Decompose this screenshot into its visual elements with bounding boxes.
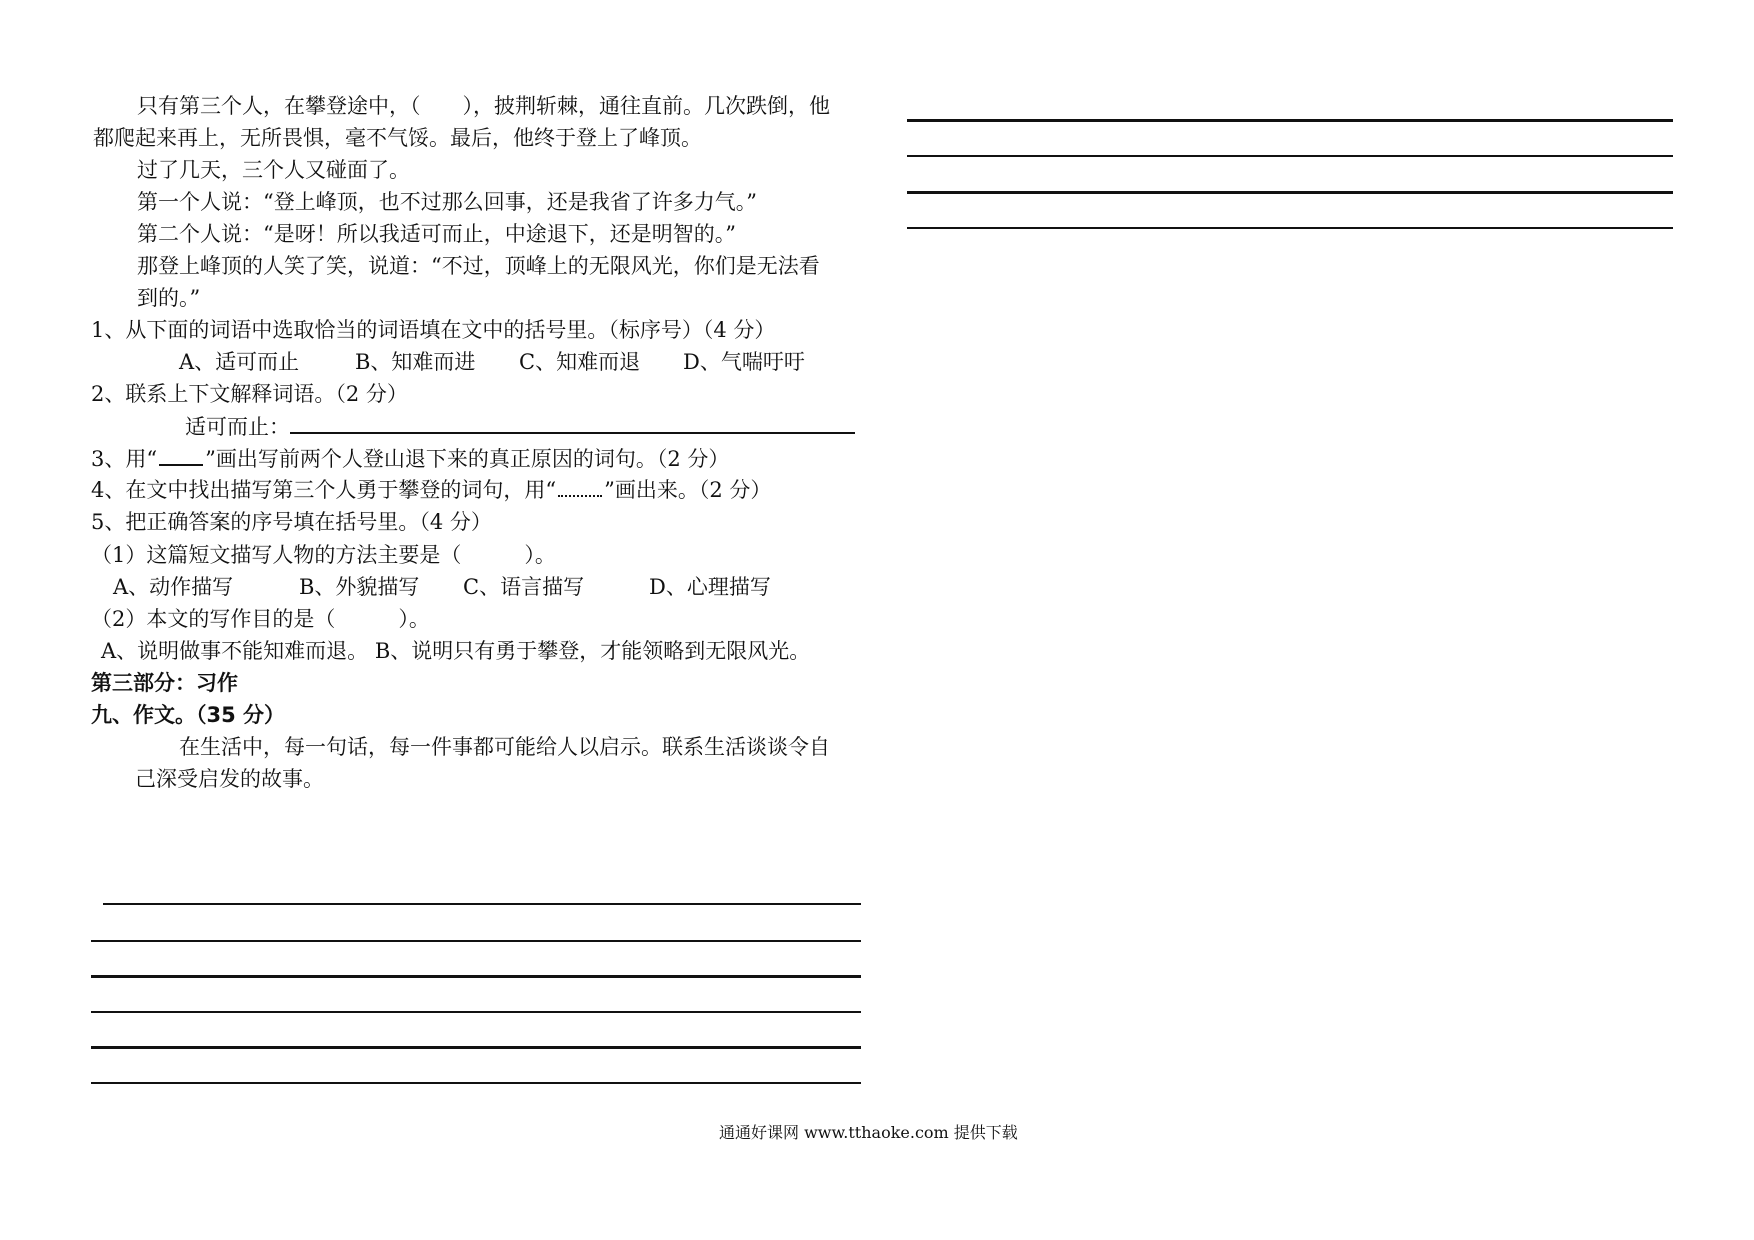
passage-p5-line1: 那登上峰顶的人笑了笑，说道：“不过，顶峰上的无限风光，你们是无法看 (137, 254, 820, 278)
q2-answer-line[interactable] (290, 412, 855, 434)
question-4 (91, 476, 771, 504)
composition-prompt-line1: 在生活中，每一句话，每一件事都可能给人以启示。联系生活谈谈令自 (179, 735, 830, 759)
question-5: 5、把正确答案的序号填在括号里。（4 分） (91, 510, 492, 534)
passage-p1-line2: 都爬起来再上，无所畏惧，毫不气馁。最后，他终于登上了峰顶。 (93, 126, 702, 150)
footer-credit: 通通好课网 www.tthaoke.com 提供下载 (719, 1123, 1018, 1142)
composition-prompt-line2: 己深受启发的故事。 (135, 767, 324, 791)
q5-1-option-d: D、心理描写 (649, 575, 771, 599)
writing-line[interactable] (907, 155, 1673, 157)
q2-term-label: 适可而止： (185, 415, 290, 439)
passage-p1-line1: 只有第三个人，在攀登途中，（ ），披荆斩棘，通往直前。几次跌倒，他 (137, 94, 830, 118)
question-5-2: （2）本文的写作目的是（ ）。 (91, 607, 430, 631)
wavy-underline-sample (558, 477, 602, 497)
question-3 (91, 444, 729, 473)
section-title: 第三部分：习作 (91, 671, 238, 695)
writing-line[interactable] (907, 227, 1673, 229)
question-1: 1、从下面的词语中选取恰当的词语填在文中的括号里。（标序号）（4 分） (91, 318, 776, 342)
question-1-options (179, 348, 805, 376)
writing-line[interactable] (91, 975, 861, 978)
q3-text-before: 3、用“ (91, 447, 158, 471)
writing-line[interactable] (91, 1046, 861, 1049)
passage-p5-line2: 到的。” (137, 286, 201, 310)
writing-line[interactable] (91, 1082, 861, 1084)
writing-line[interactable] (103, 903, 861, 905)
q1-option-c: C、知难而退 (519, 350, 641, 374)
passage-p3: 第一个人说：“登上峰顶，也不过那么回事，还是我省了许多力气。” (137, 190, 757, 214)
straight-underline-sample (159, 444, 203, 466)
q4-text-before: 4、在文中找出描写第三个人勇于攀登的词句，用“ (91, 478, 557, 502)
question-5-1-options (113, 573, 771, 601)
writing-line[interactable] (91, 1011, 861, 1013)
passage-p2: 过了几天，三个人又碰面了。 (137, 158, 410, 182)
writing-line[interactable] (91, 940, 861, 942)
question-2: 2、联系上下文解释词语。（2 分） (91, 382, 408, 406)
q5-1-option-c: C、语言描写 (463, 575, 585, 599)
q4-text-after: ”画出来。（2 分） (604, 478, 772, 502)
q3-text-after: ”画出写前两个人登山退下来的真正原因的词句。（2 分） (205, 447, 730, 471)
composition-task-title: 九、作文。（35 分） (91, 703, 286, 727)
question-5-2-options: A、说明做事不能知难而退。 B、说明只有勇于攀登，才能领略到无限风光。 (101, 639, 811, 663)
question-5-1: （1）这篇短文描写人物的方法主要是（ ）。 (91, 543, 556, 567)
writing-line[interactable] (907, 191, 1673, 194)
writing-line[interactable] (907, 119, 1673, 122)
question-2-answer (185, 412, 855, 441)
q1-option-d: D、气喘吁吁 (683, 350, 805, 374)
q1-option-a: A、适可而止 (179, 350, 300, 374)
q5-1-option-b: B、外貌描写 (299, 575, 420, 599)
passage-p4: 第二个人说：“是呀！所以我适可而止，中途退下，还是明智的。” (137, 222, 736, 246)
q5-1-option-a: A、动作描写 (113, 575, 234, 599)
q1-option-b: B、知难而进 (355, 350, 476, 374)
